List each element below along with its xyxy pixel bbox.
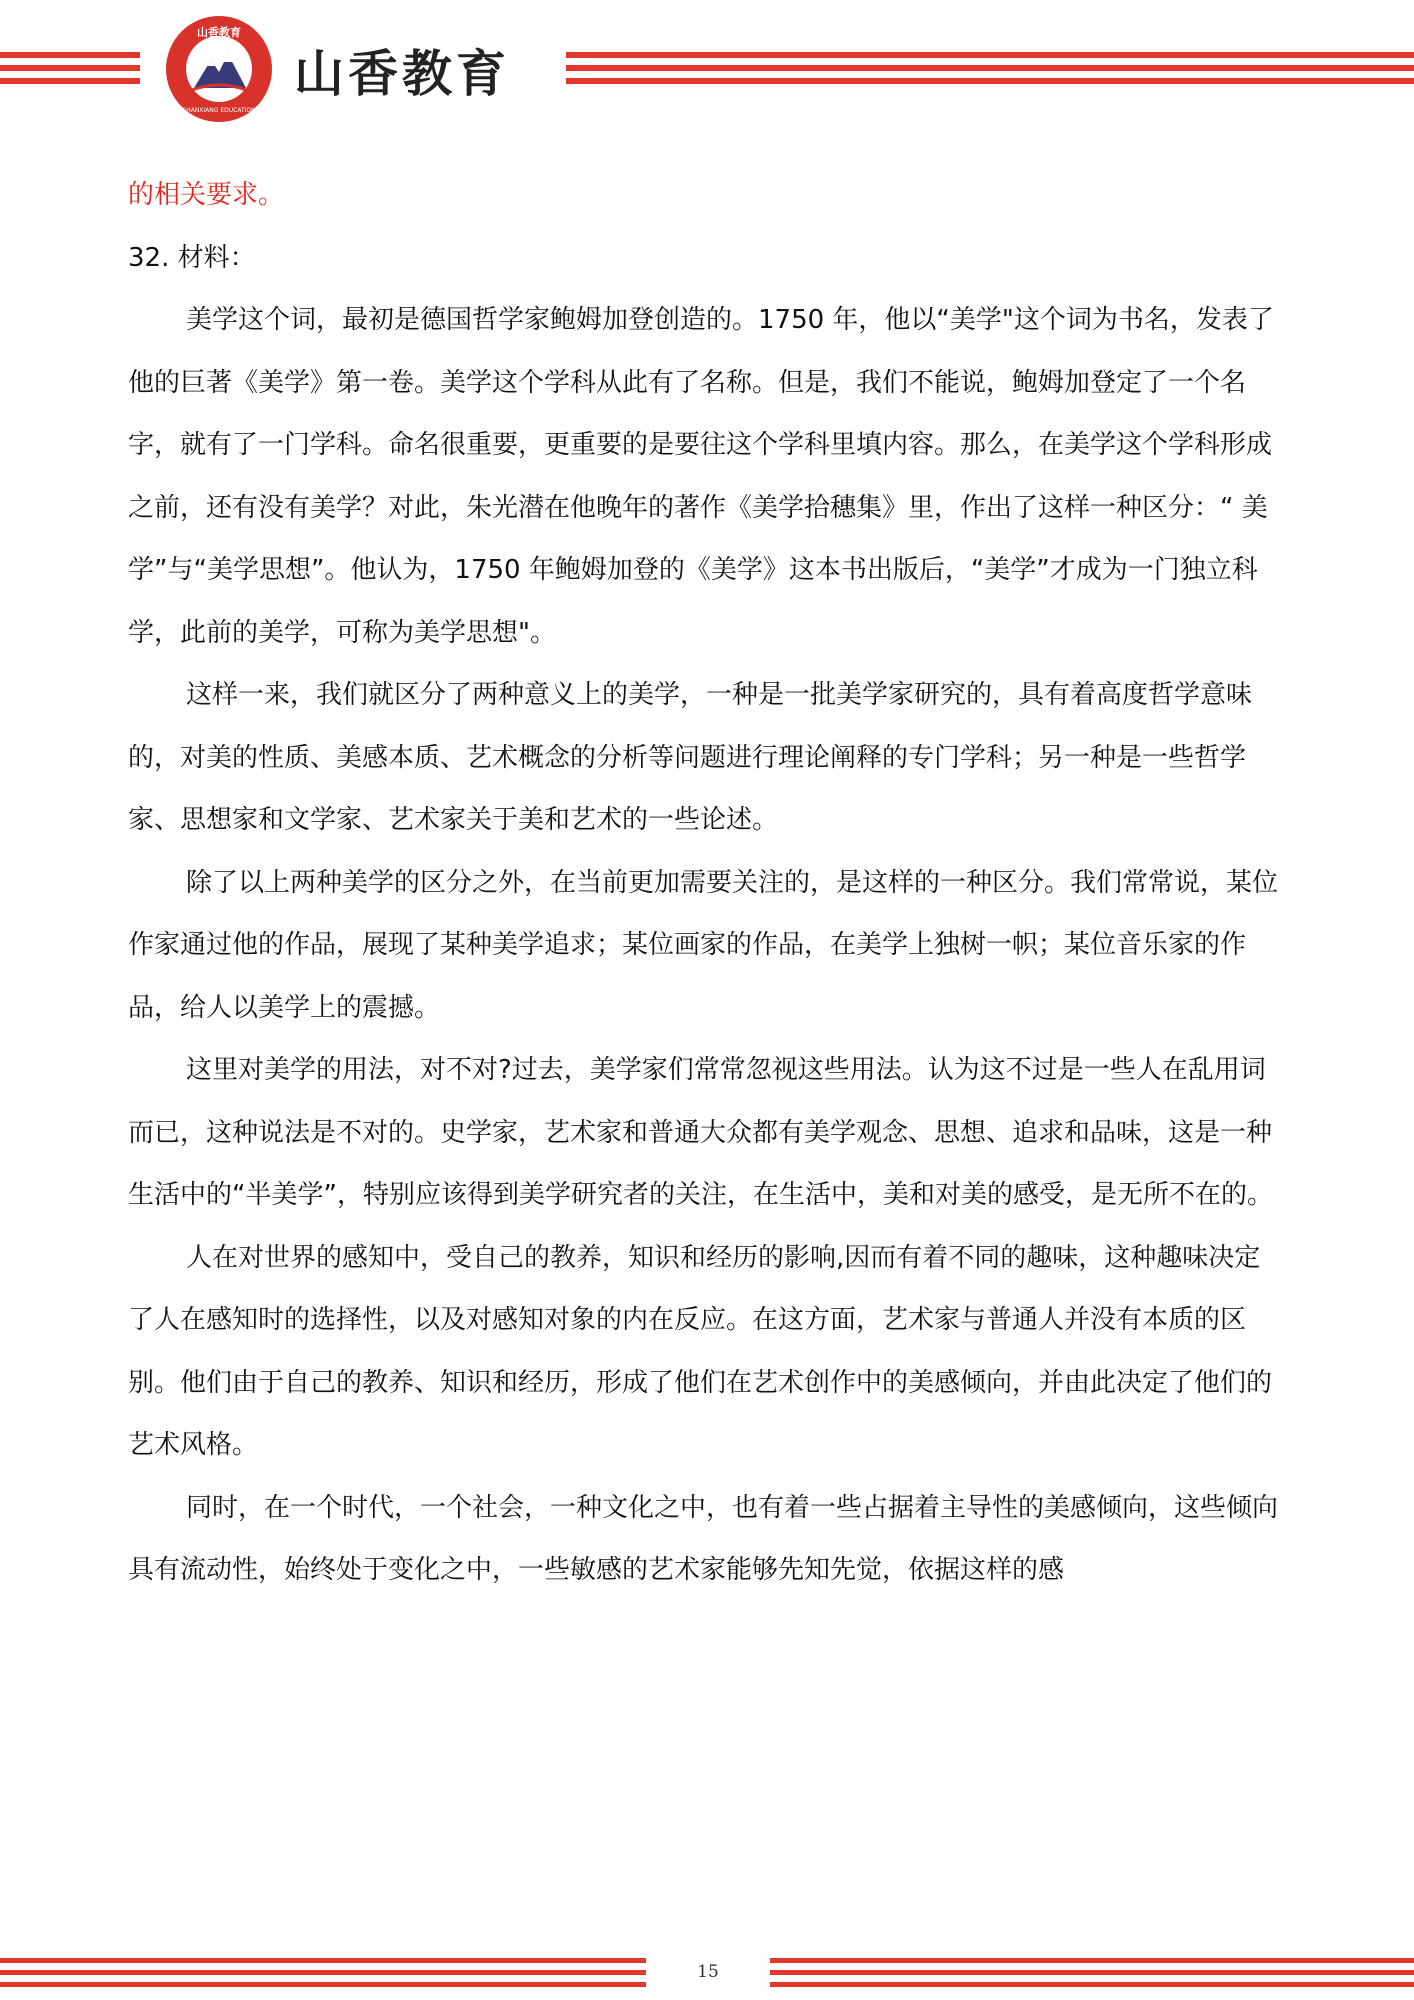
header-stripes-left [0, 52, 140, 84]
footer-stripes-right [770, 1958, 1414, 1987]
page-header [0, 0, 1414, 135]
logo-top-text: 山香教育 [197, 26, 241, 39]
logo-bottom-text: SHANXIANG EDUCATION [182, 107, 256, 114]
paragraph: 这样一来，我们就区分了两种意义上的美学，一种是一批美学家研究的，具有着高度哲学意味的，对美的性质、美感本质、艺术概念的分析等问题进行理论阐释的专门学科；另一种是一些哲学家、思想家和文学家、艺术家关于美和艺术的一些论述。 [128, 680, 1253, 835]
page-footer [0, 1958, 1414, 1992]
paragraph: 除了以上两种美学的区分之外，在当前更加需要关注的，是这样的一种区分。我们常常说，某位作家通过他的作品，展现了某种美学追求；某位画家的作品，在美学上独树一帜；某位音乐家的作品，给人以美学上的震撼。 [128, 867, 1279, 1023]
paragraph: 人在对世界的感知中，受自己的教养，知识和经历的影响,因而有着不同的趣味，这种趣味决定了人在感知时的选择性，以及对感知对象的内在反应。在这方面，艺术家与普通人并没有本质的区别。他们由于自己的教养、知识和经历，形成了他们在艺术创作中的美感倾向，并由此决定了他们的艺术风格。 [128, 1242, 1273, 1460]
question-label: 32. 材料： [128, 242, 256, 273]
continuation-line: 的相关要求。 [128, 180, 285, 210]
page-number: 15 [697, 1962, 719, 1982]
document-body [128, 164, 1284, 1602]
footer-stripes-left [0, 1958, 646, 1987]
paragraph: 这里对美学的用法，对不对?过去，美学家们常常忽视这些用法。认为这不过是一些人在乱用词而已，这种说法是不对的。史学家，艺术家和普通大众都有美学观念、思想、追求和品味，这是一种生活中的“半美学”，特别应该得到美学研究者的关注，在生活中，美和对美的感受，是无所不在的。 [128, 1055, 1273, 1210]
paragraph: 美学这个词，最初是德国哲学家鲍姆加登创造的。1750 年，他以“美学"这个词为书名，发表了他的巨著《美学》第一卷。美学这个学科从此有了名称。但是，我们不能说，鲍姆加登定了一个名字，就有了一门学科。命名很重要，更重要的是要往这个学科里填内容。那么，在美学这个学科形成之前，还有没有美学？对此，朱光潜在他晚年的著作《美学拾穗集》里，作出了这样一种区分：“ 美学”与“美学思想”。他认为，1750 年鲍姆加登的《美学》这本书出版后，“美学”才成为一门独立科学，此前的美学，可称为美学思想"。 [128, 305, 1274, 648]
brand-title: 山香教育 [294, 44, 510, 103]
paragraph: 同时，在一个时代，一个社会，一种文化之中，也有着一些占据着主导性的美感倾向，这些倾向具有流动性，始终处于变化之中，一些敏感的艺术家能够先知先觉，依据这样的感 [128, 1492, 1279, 1585]
header-stripes-right [566, 52, 1414, 84]
shanxiang-logo [166, 16, 272, 122]
